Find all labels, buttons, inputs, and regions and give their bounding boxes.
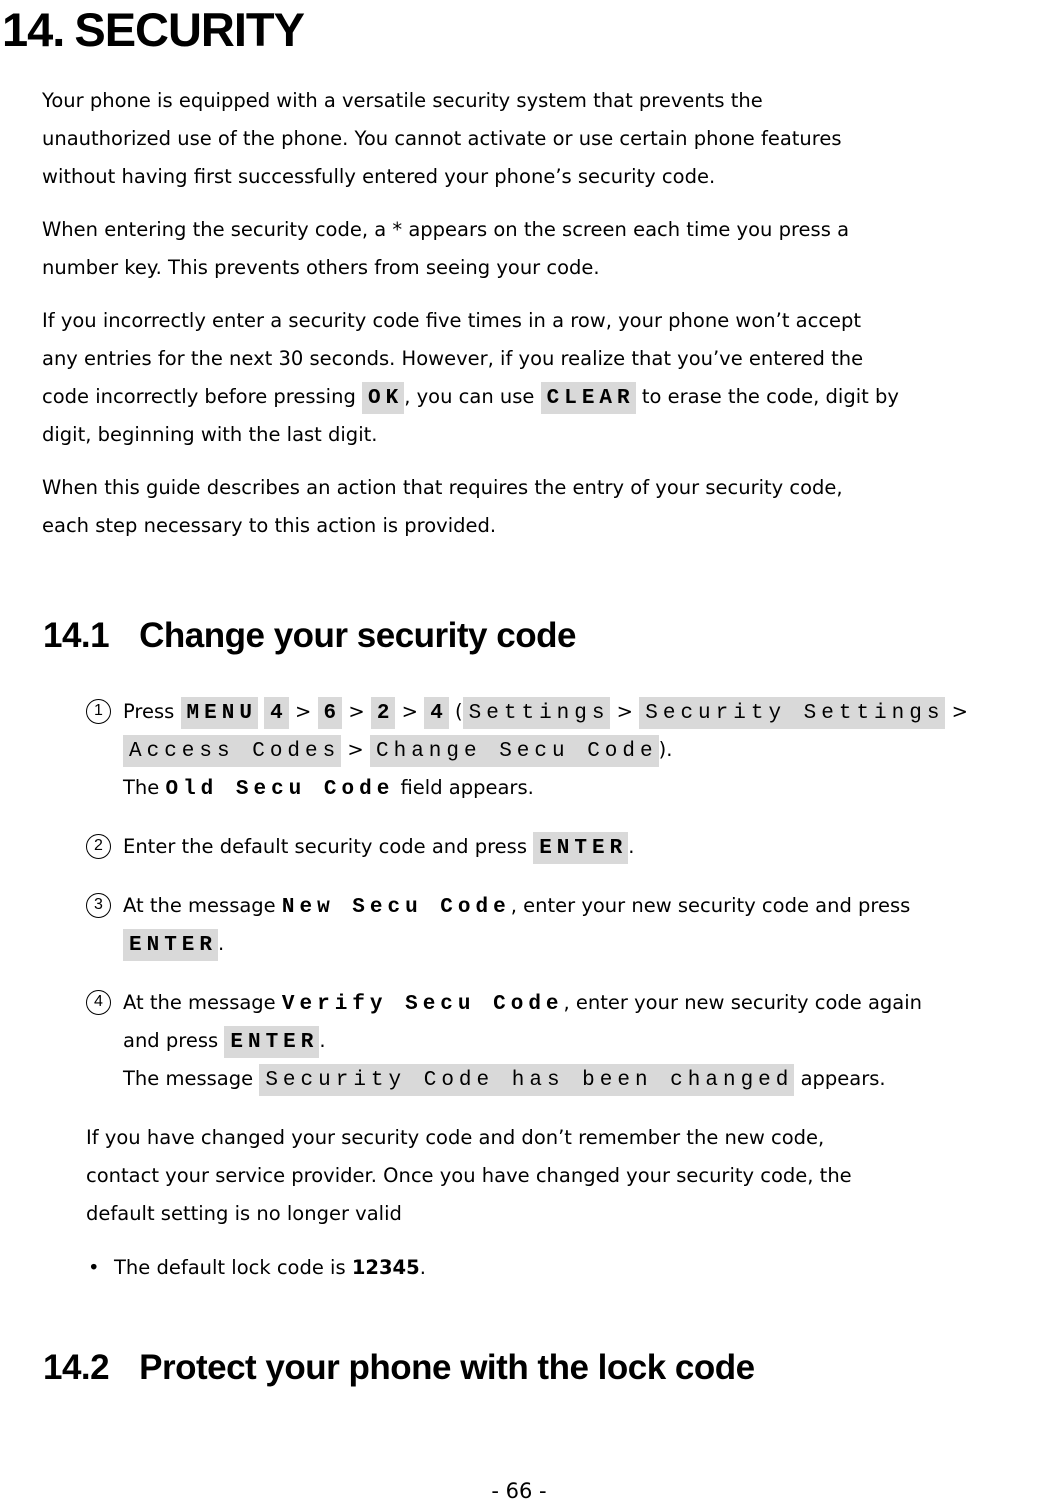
text-line <box>42 507 1038 545</box>
text-line <box>42 120 1038 158</box>
section-number: 14.1 <box>43 616 110 655</box>
text-segment: without having first successfully entered your phone’s security code. <box>42 165 716 188</box>
text-segment: . <box>218 932 225 955</box>
text-segment: Your phone is equipped with a versatile security system that prevents the <box>42 89 763 112</box>
text-segment: Enter the default security code and press <box>123 835 534 858</box>
text-segment: default setting is no longer valid <box>86 1202 402 1225</box>
text-segment: . <box>319 1029 326 1052</box>
text-segment: unauthorized use of the phone. You cannot activate or use certain phone features <box>42 127 842 150</box>
text-line <box>86 1195 1038 1233</box>
section-heading-text-2: Protect your phone with the lock code <box>139 1348 755 1387</box>
text-segment: , enter your new security code again <box>563 991 923 1014</box>
text-line <box>42 340 1038 378</box>
section-heading-14-2 <box>43 1345 1038 1391</box>
chapter-number: 14. <box>2 3 65 56</box>
text-segment-mono-bold-hl: MENU <box>181 697 258 729</box>
intro-section <box>42 82 1038 545</box>
text-segment: If you have changed your security code and don’t remember the new code, <box>86 1126 825 1149</box>
text-segment-mono-bold-hl: 4 <box>264 697 289 729</box>
text-segment-bold: 12345 <box>351 1256 420 1279</box>
section-heading-text: Change your security code <box>139 616 576 655</box>
steps-list <box>86 693 1038 1098</box>
bullet-item <box>88 1249 1038 1287</box>
text-line <box>86 1157 1038 1195</box>
text-segment: The default lock code is <box>114 1256 352 1279</box>
text-segment-mono-bold: Old Secu Code <box>165 778 395 801</box>
text-line <box>123 925 910 963</box>
text-segment: ). <box>658 738 673 761</box>
text-line <box>123 1060 922 1098</box>
text-line <box>123 769 968 807</box>
text-line <box>42 249 1038 287</box>
note-paragraph <box>86 1119 1038 1233</box>
text-segment-mono-bold-hl: OK <box>362 382 404 414</box>
text-segment: > <box>341 738 370 761</box>
step-number-badge-1: 1 <box>86 699 111 724</box>
section-number-2: 14.2 <box>43 1348 110 1387</box>
text-segment: , enter your new security code and press <box>510 894 911 917</box>
text-segment: At the message <box>123 991 282 1014</box>
text-line <box>42 302 1038 340</box>
text-segment-mono-bold-hl: 4 <box>424 697 449 729</box>
text-segment-mono-hl: Security Code has been changed <box>259 1064 794 1096</box>
bullet-marker: • <box>88 1256 100 1279</box>
step-item-4 <box>86 984 1038 1098</box>
step-text-2 <box>123 828 634 866</box>
text-segment: The <box>123 776 166 799</box>
text-segment: When entering the security code, a * appears on the screen each time you press a <box>42 218 850 241</box>
text-segment-mono-bold: Verify Secu Code <box>281 993 564 1016</box>
text-segment: contact your service provider. Once you have changed your security code, the <box>86 1164 852 1187</box>
text-segment-mono-bold-hl: 6 <box>318 697 343 729</box>
text-line <box>123 984 922 1022</box>
text-segment: digit, beginning with the last digit. <box>42 423 378 446</box>
text-line <box>123 731 968 769</box>
text-line <box>123 1022 922 1060</box>
text-segment: to erase the code, digit by <box>635 385 899 408</box>
step-number-badge-3: 3 <box>86 893 111 918</box>
text-line <box>123 887 910 925</box>
chapter-title <box>2 2 1038 58</box>
text-segment: . <box>628 835 635 858</box>
text-line <box>42 158 1038 196</box>
page-number: - 66 - <box>491 1479 547 1503</box>
text-segment-mono-bold-hl: CLEAR <box>541 382 636 414</box>
text-segment: Press <box>123 700 181 723</box>
step-number-badge-2: 2 <box>86 834 111 859</box>
text-line <box>114 1249 426 1287</box>
text-segment: When this guide describes an action that requires the entry of your security code, <box>42 476 843 499</box>
step-item-3 <box>86 887 1038 963</box>
text-segment-mono-hl: Settings <box>463 697 611 729</box>
text-segment: . <box>419 1256 426 1279</box>
text-segment: > <box>288 700 318 723</box>
text-segment: If you incorrectly enter a security code five times in a row, your phone won’t accept <box>42 309 862 332</box>
step-item-2 <box>86 828 1038 866</box>
text-segment-mono-hl: Security Settings <box>639 697 945 729</box>
text-line <box>86 1119 1038 1157</box>
text-segment-mono-bold: New Secu Code <box>281 896 511 919</box>
text-segment: any entries for the next 30 seconds. However, if you realize that you’ve entered the <box>42 347 864 370</box>
text-segment: The message <box>123 1067 260 1090</box>
text-line <box>42 416 1038 454</box>
text-segment: > <box>945 700 969 723</box>
text-segment-mono-bold-hl: 2 <box>371 697 396 729</box>
step-item-1 <box>86 693 1038 807</box>
text-segment-mono-hl: Change Secu Code <box>370 735 659 767</box>
text-segment: At the message <box>123 894 282 917</box>
text-segment-mono-bold-hl: ENTER <box>224 1026 319 1058</box>
intro-paragraph-1 <box>42 82 1038 196</box>
text-segment: field appears. <box>394 776 534 799</box>
text-line <box>42 82 1038 120</box>
text-line <box>123 828 634 866</box>
text-segment: appears. <box>794 1067 886 1090</box>
section-heading-14-1 <box>43 613 1038 659</box>
text-segment: , you can use <box>404 385 541 408</box>
text-line <box>42 378 1038 416</box>
text-segment: > <box>395 700 425 723</box>
text-line <box>123 693 968 731</box>
text-segment-mono-bold-hl: ENTER <box>123 929 218 961</box>
step-number-badge-4: 4 <box>86 990 111 1015</box>
text-line <box>42 211 1038 249</box>
step-text-3 <box>123 887 910 963</box>
step-text-4 <box>123 984 922 1098</box>
text-segment: each step necessary to this action is provided. <box>42 514 497 537</box>
bullet-text <box>114 1249 426 1287</box>
text-segment: number key. This prevents others from seeing your code. <box>42 256 600 279</box>
step-text-1 <box>123 693 968 807</box>
chapter-title-text: SECURITY <box>74 3 304 56</box>
text-segment: code incorrectly before pressing <box>42 385 363 408</box>
text-segment: and press <box>123 1029 225 1052</box>
intro-paragraph-4 <box>42 469 1038 545</box>
text-segment: ( <box>448 700 463 723</box>
text-segment-mono-bold-hl: ENTER <box>533 832 628 864</box>
text-segment-mono-hl: Access Codes <box>123 735 341 767</box>
intro-paragraph-3 <box>42 302 1038 454</box>
text-segment: > <box>610 700 640 723</box>
intro-paragraph-2 <box>42 211 1038 287</box>
text-line <box>42 469 1038 507</box>
text-segment: > <box>342 700 371 723</box>
